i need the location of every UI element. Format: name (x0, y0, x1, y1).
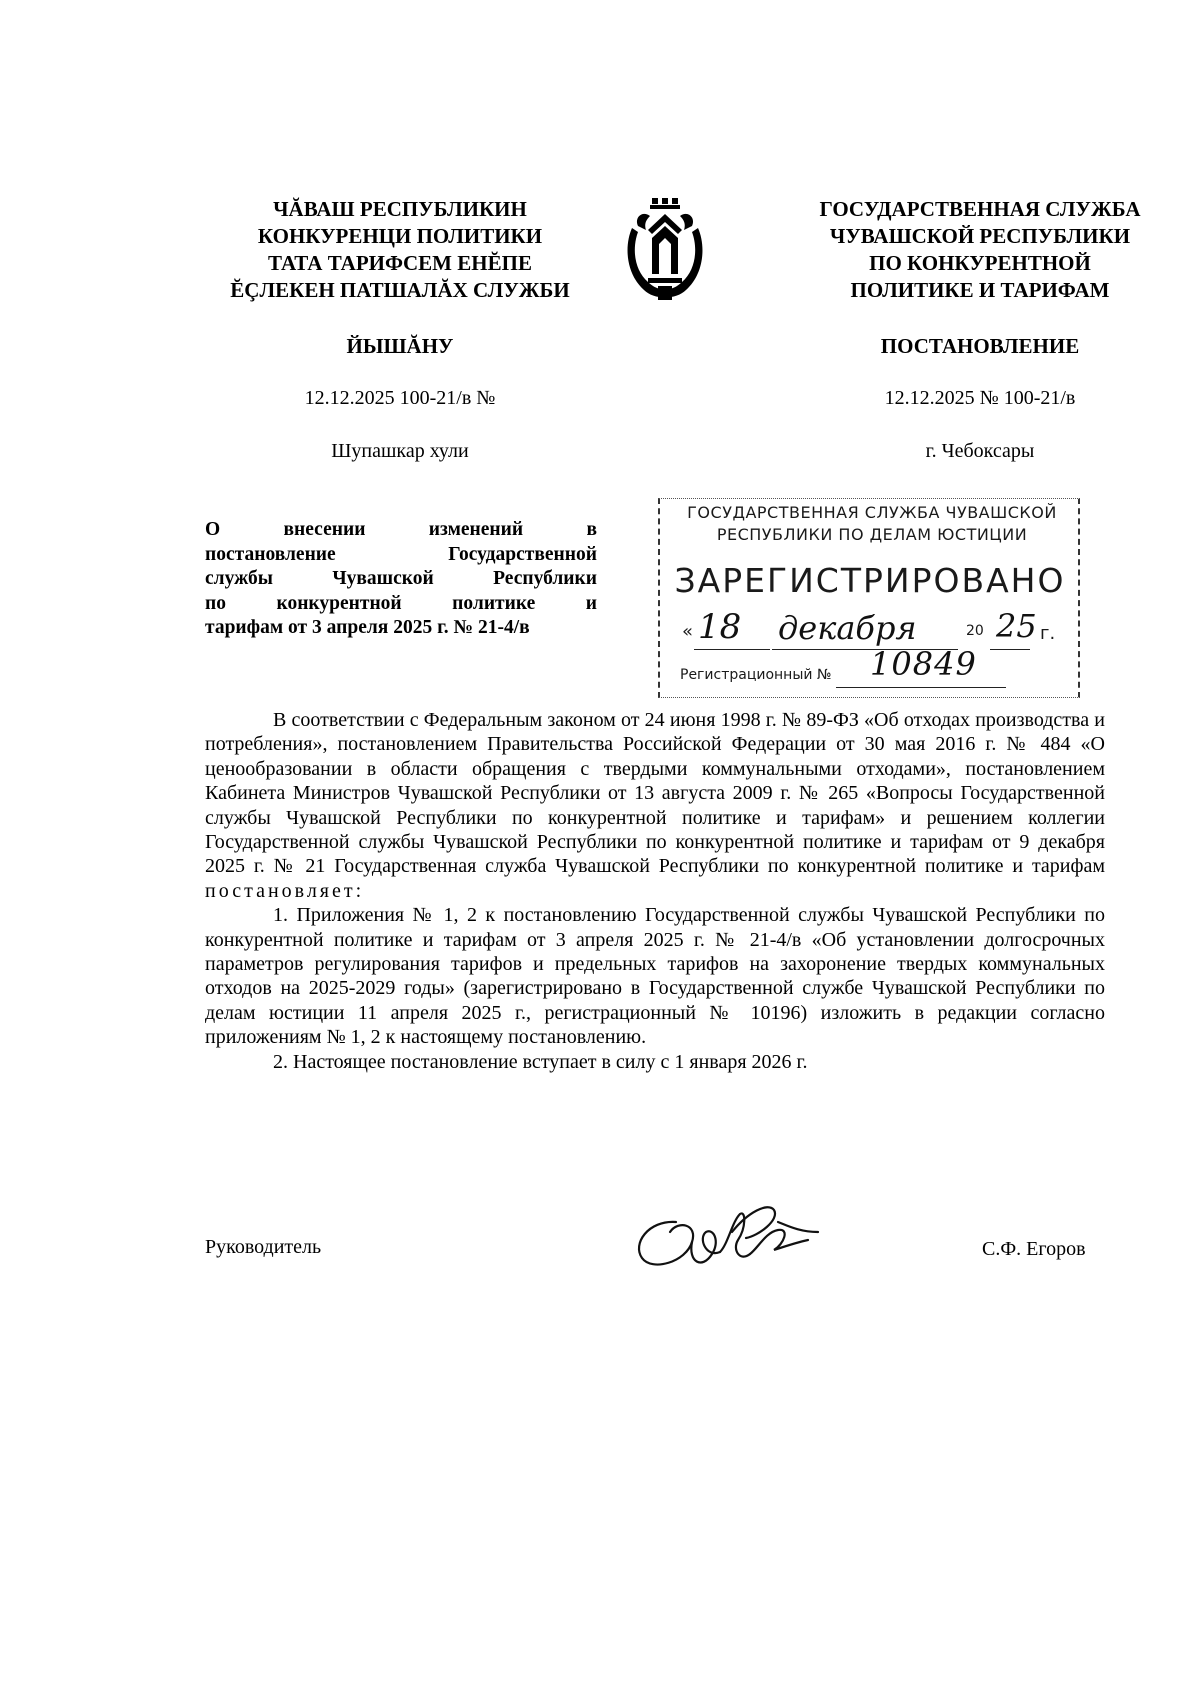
stamp-underline (836, 687, 1006, 688)
signer-title: Руководитель (205, 1236, 322, 1258)
city-chuvash: Шупашкар хули (331, 440, 469, 462)
body-paragraph-3: 2. Настоящее постановление вступает в силу с 1 января 2026 г. (273, 1050, 808, 1073)
stamp-reg-label: Регистрационный № (680, 667, 832, 683)
doc-type-russian: ПОСТАНОВЛЕНИЕ (880, 334, 1080, 358)
subject-line: постановление Государственной (205, 543, 597, 565)
stamp-agency-line-2: РЕСПУБЛИКИ ПО ДЕЛАМ ЮСТИЦИИ (716, 525, 1028, 544)
header-right-line: ГОСУДАРСТВЕННАЯ СЛУЖБА (819, 197, 1141, 221)
header-left-line: ЧĂВАШ РЕСПУБЛИКИН (273, 197, 527, 221)
subject-line: по конкурентной политике и (205, 592, 597, 614)
stamp-quote: « (682, 621, 694, 642)
document-subject (205, 518, 597, 641)
header-right-line: ПО КОНКУРЕНТНОЙ (869, 251, 1091, 275)
stamp-underline (990, 649, 1030, 650)
stamp-agency-line-1: ГОСУДАРСТВЕННАЯ СЛУЖБА ЧУВАШСКОЙ (687, 503, 1057, 522)
registration-stamp (658, 498, 1080, 698)
subject-line: службы Чувашской Республики (205, 568, 597, 589)
header-right-line: ПОЛИТИКЕ И ТАРИФАМ (850, 278, 1110, 302)
stamp-year-prefix: 20 (966, 623, 984, 639)
stamp-year-suffix: г. (1040, 623, 1056, 644)
stamp-underline (694, 649, 770, 650)
subject-line: О внесении изменений в (205, 519, 597, 540)
chuvash-emblem-icon (622, 196, 708, 308)
stamp-status: ЗАРЕГИСТРИРОВАНО (674, 561, 1066, 600)
header-left-line: КОНКУРЕНЦИ ПОЛИТИКИ (257, 224, 543, 248)
body-paragraph-2: 1. Приложения № 1, 2 к постановлению Государственной службы Чувашской Республики по конкурентной политике и тарифам от 3 апреля 2025 г. № 21-4/в «Об установлении долгосрочных параметров регулирования тарифов и предельных тарифов на захоронение твердых коммунальных отходов на 2025-2029 годы» (зарегистрировано в Государственной службе Чувашской Республики по делам юстиции 11 апреля 2025 г., регистрационный № 10196) изложить в редакции согласно приложениям № 1, 2 к настоящему постановлению. (205, 904, 1105, 1049)
preamble-text: В соответствии с Федеральным законом от 24 июня 1998 г. № 89-ФЗ «Об отходах производства и потребления», постановлением Правительства Российской Федерации от 30 мая 2016 г. № 484 «О ценообразовании в области обращения с твердыми коммунальными отходами», постановлением Кабинета Министров Чувашской Республики от 13 августа 2009 г. № 265 «Вопросы Государственной службы Чувашской Республики по конкурентной политике и тарифам» и решением коллегии Государственной службы Чувашской Республики по конкурентной политике и тарифам от 9 декабря 2025 г. № 21 Государственная служба Чувашской Республики по конкурентной политике и тарифам (205, 709, 1105, 878)
date-number-russian: 12.12.2025 № 100-21/в (884, 387, 1076, 409)
header-chuvash (180, 196, 620, 304)
header-right-line: ЧУВАШСКОЙ РЕСПУБЛИКИ (829, 224, 1131, 248)
header-russian (760, 196, 1200, 304)
body-paragraph-1 (205, 708, 1105, 903)
header-left-line: ĔÇЛЕКЕН ПАТШАЛĂХ СЛУЖБИ (230, 278, 570, 302)
signature-icon (628, 1192, 828, 1282)
decree-verb: постановляет: (205, 879, 365, 902)
city-russian: г. Чебоксары (925, 440, 1035, 462)
stamp-year: 25 (996, 607, 1037, 645)
stamp-reg-number: 10849 (870, 645, 977, 683)
subject-line: тарифам от 3 апреля 2025 г. № 21-4/в (205, 617, 530, 638)
stamp-month: декабря (778, 609, 917, 647)
stamp-day: 18 (698, 607, 742, 647)
header-left-line: ТАТА ТАРИФСЕМ ЕНĔПЕ (268, 251, 532, 275)
signer-name: С.Ф. Егоров (982, 1238, 1086, 1260)
doc-type-chuvash: ЙЫШĂНУ (346, 334, 454, 358)
date-number-chuvash: 12.12.2025 100-21/в № (304, 387, 496, 409)
document-body (205, 708, 1105, 1074)
